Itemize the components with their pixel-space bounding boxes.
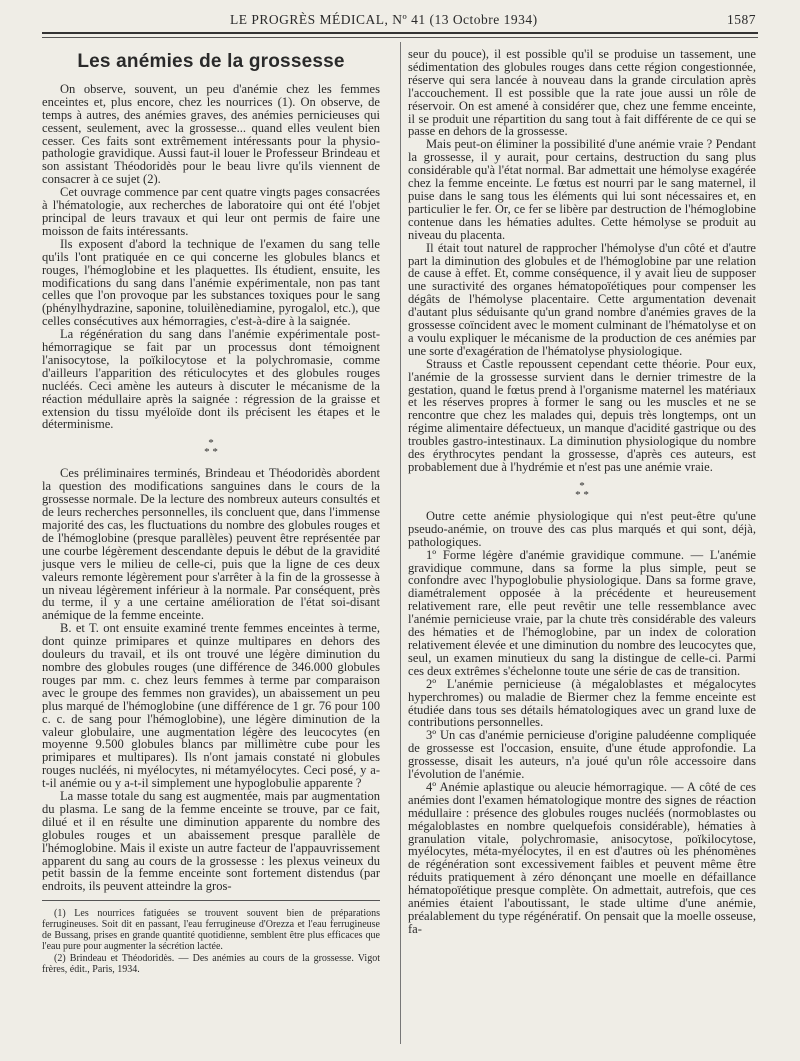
paragraph: La régénération du sang dans l'anémie expérimentale post-hémorragique se fait par un processus dont témoignent l'anisocytose, la poïkilocytose et la polychromasie, comme d'ailleurs l'apparition des réticulocytes et des globules rouges nucléés. Ceci amène les auteurs à discuter le mécanisme de la réaction médullaire après la saignée : régression de la graisse et extension du tissu myéloïde dont ils précisent les étapes et le déterminisme. bbox=[42, 327, 380, 432]
section-stars: * * * bbox=[204, 437, 218, 459]
paragraph: La masse totale du sang est augmentée, mais par augmentation du plasma. Le sang de la femme enceinte se trouve, par ce fait, dilué et il en résulte une diminution apparente du nombre des globules rouges et un abaissement presque parallèle de l'hémoglobine. Mais il existe un autre facteur de l'appauvrissement apparent du sang au cours de la grossesse : les plexus veineux du petit bassin de la femme enceinte sont fortement distendus (par endroits, ils peuvent atteindre la gros- bbox=[42, 789, 380, 894]
paragraph: seur du pouce), il est possible qu'il se produise un tassement, une sédimentation des globules rouges dans cette région congestionnée, réserve qui sera lancée à nouveau dans la grande circulation après l'accouchement. Il est possible que la rate joue aussi un rôle de réservoir. On est amené à considérer que, chez une femme enceinte, il se produit une répartition du sang tout à fait différente de ce qui se passe en dehors de la grossesse. bbox=[408, 47, 756, 139]
right-column bbox=[408, 48, 756, 936]
header-rule bbox=[42, 32, 758, 34]
paragraph: 4º Anémie aplastique ou aleucie hémorragique. — A côté de ces anémies dont l'examen hématologique montre des signes de réaction médullaire : présence des globules rouges nucléés (normoblastes ou mégaloblastes en nombre quelquefois considérable), hématies à granulation vitale, polychromasie, anisocytose, poïkilocytose, myélocytes, méta-myélocytes, il en est d'autres où les phénomènes de régénération sont excessivement faibles et peuvent même être réduits pratiquement à zéro dénonçant une moelle en défaillance hématopoïétique presque complète. On admettait, autrefois, que ces anémies étaient l'aboutissant, le stade ultime d'une anémie, préalablement du type régénératif. On pensait que la moelle osseuse, fa- bbox=[408, 779, 756, 936]
journal-title: LE PROGRÈS MÉDICAL, Nº 41 (13 Octobre 1934) bbox=[230, 12, 538, 27]
page-number: 1587 bbox=[727, 12, 756, 27]
header-rule-thin bbox=[42, 37, 758, 38]
paragraph: Ces préliminaires terminés, Brindeau et Théodoridès abordent la question des modifications sanguines dans le cours de la grossesse normale. De la lecture des nombreux auteurs consultés et de leurs recherches personnelles, ils concluent que, dans l'immense majorité des cas, les fluctuations du nombre des globules rouges et de l'hémoglobine (presque parallèles) peuvent être représentée par une courbe légèrement descendante depuis le début de la gravidité jusque vers le milieu de celle-ci, puis que la ligne de ces deux valeurs remonte légèrement pour s'arrêter à la fin de la grossesse à un niveau légèrement inférieur à la normale. Par conséquent, près du terme, il y a une certaine amélioration de l'état soi-disant anémique de la femme enceinte. bbox=[42, 466, 380, 623]
footnote: (2) Brindeau et Théodoridès. — Des anémies au cours de la grossesse. Vigot frères, édit., Paris, 1934. bbox=[42, 953, 380, 975]
article-title: Les anémies de la grossesse bbox=[77, 51, 345, 72]
paragraph: 1º Forme légère d'anémie gravidique commune. — L'anémie gravidique commune, dans sa forme la plus simple, peut se confondre avec l'hypoglobulie physiologique. Dans sa forme grave, diamétralement opposée à la précédente et heureusement relativement rare, elle peut revêtir une telle ressemblance avec l'anémie pernicieuse vraie, par la chute très considérable des valeurs des hématies et de l'hémoglobine, par un index de coloration relativement élevée et une diminution du nombre des leucocytes que, seul, un examen minutieux du sang la distingue de celle-ci. Parmi ces deux extrêmes s'échelonne toute une série de cas de transition. bbox=[408, 547, 756, 678]
paragraph: Cet ouvrage commence par cent quatre vingts pages consacrées à l'hématologie, aux recherches de laboratoire qui ont été l'objet principal de leurs travaux et qui leur ont permis de faire une moisson de faits intéressants. bbox=[42, 185, 380, 238]
paragraph: Il était tout naturel de rapprocher l'hémolyse d'un côté et d'autre part la diminution des globules et de l'hémoglobine par une relation de cause à effet. Et, comme conséquence, il y avait lieu de supposer une suractivité des organes hématopoïétiques pour compenser les dégâts de l'hémolyse placentaire. Cette argumentation devenait d'autant plus séduisante qu'un grand nombre d'anémies graves de la grossesse coïncident avec le moment culminant de l'hématolyse et on a voulu expliquer le mécanisme de la production de ces anémies par une sorte d'exagération de l'hématolyse physiologique. bbox=[408, 240, 756, 358]
paragraph: B. et T. ont ensuite examiné trente femmes enceintes à terme, dont quinze primipares et quinze multipares en dehors des douleurs du travail, et ils ont trouvé une légère diminution du nombre des globules rouges (une différence de 346.000 globules rouges par mm. c. chez leurs femmes à terme par comparaison avec le groupe des femmes non gravides), un abaissement un peu plus marqué de l'hémoglobine (une différence de 1 gr. 76 pour 100 c. c. de sang pour l'hémoglobine), une légère diminution de la valeur globulaire, une augmentation légère des leucocytes (en moyenne 9.500 globules blancs par millimètre cube pour les primipares et multipares). Ils n'ont jamais constaté ni globules rouges nucléés, ni myélocytes, ni métamyélocytes. Ceci posé, y a-t-il anémie ou y a-t-il simplement une hypoglobulie apparente ? bbox=[42, 621, 380, 791]
paragraph: Ils exposent d'abord la technique de l'examen du sang telle qu'ils l'ont pratiquée en ce qui concerne les globules blancs et rouges, l'hémoglobine et les plaquettes. Ils étudient, ensuite, les modifications du sang dans l'anémie expérimentale, non pas tant celles que l'on provoque par les substances toxiques pour le sang (phénylhydrazine, saponine, toluilènediamine, pyrogalol, etc.), que celles consécutives aux hémorragies, c'est-à-dire à la saignée. bbox=[42, 236, 380, 329]
footnote: (1) Les nourrices fatiguées se trouvent souvent bien de préparations ferrugineuses. Soit dit en passant, l'eau ferrugineuse d'Orezza et l'eau ferrugineuse de Bussang, prises en grande quantité quotidienne, semblent être plus efficaces que l'eau pure pour augmenter la sécrétion lactée. bbox=[42, 908, 380, 952]
paragraph: Outre cette anémie physiologique qui n'est peut-être qu'une pseudo-anémie, on trouve des cas plus marqués et qui sont, déjà, pathologiques. bbox=[408, 508, 756, 549]
paragraph: Strauss et Castle repoussent cependant cette théorie. Pour eux, l'anémie de la grossesse survient dans le dernier trimestre de la gestation, quand le fœtus prend à l'organisme maternel les matériaux et les réserves propres à former le sang ou les muscles et ne se rencontre que chez les malades qui, depuis très longtemps, ont un régime alimentaire défectueux, un manque d'acidité gastrique ou des troubles gastro-intestinaux. La diminution physiologique du nombre des érythrocytes pendant la grossesse, d'après ces auteurs, est probablement due à l'hydrémie et n'est pas une anémie vraie. bbox=[408, 356, 756, 474]
paragraph: On observe, souvent, un peu d'anémie chez les femmes enceintes et, plus encore, chez les nourrices (1). On observe, de temps à autres, des anémies graves, des anémies pernicieuses qui cessent, seulement, avec la grossesse... quand elles veulent bien cesser. Ces faits sont extrêmement intéressants pour la physio-pathologie gravidique. Aussi faut-il louer le Professeur Brindeau et son assistant Théodoridès pour le beau livre qu'ils viennent de consacrer à ce sujet (2). bbox=[42, 81, 380, 187]
footnotes bbox=[42, 900, 380, 976]
paragraph: 3º Un cas d'anémie pernicieuse d'origine paludéenne compliquée de grossesse est l'occasion, ensuite, d'une étude approfondie. La grossesse, disait les auteurs, n'a joué qu'un rôle accessoire dans l'évolution de l'anémie. bbox=[408, 728, 756, 782]
column-separator bbox=[400, 42, 401, 1044]
left-column bbox=[42, 44, 380, 893]
paragraph: Mais peut-on éliminer la possibilité d'une anémie vraie ? Pendant la grossesse, il y aurait, pour certains, destruction du sang plus considérable qu'à l'état normal. Bar admettait une hémolyse exagérée chez la femme enceinte. Le fœtus est nourri par le sang maternel, il puise dans le sang tous les éléments qui lui sont nécessaires et, en particulier le fer. Or, ce fer se libère par destruction de l'hémoglobine contenue dans les hématies adultes. Cette hémolyse se produit au niveau du placenta. bbox=[408, 137, 756, 242]
paragraph: 2º L'anémie pernicieuse (à mégaloblastes et mégalocytes hyperchromes) ou maladie de Biermer chez la femme enceinte est étudiée dans tous ses détails hématologiques avec un grand luxe de contributions personnelles. bbox=[408, 676, 756, 730]
section-stars: * * * bbox=[575, 479, 589, 501]
